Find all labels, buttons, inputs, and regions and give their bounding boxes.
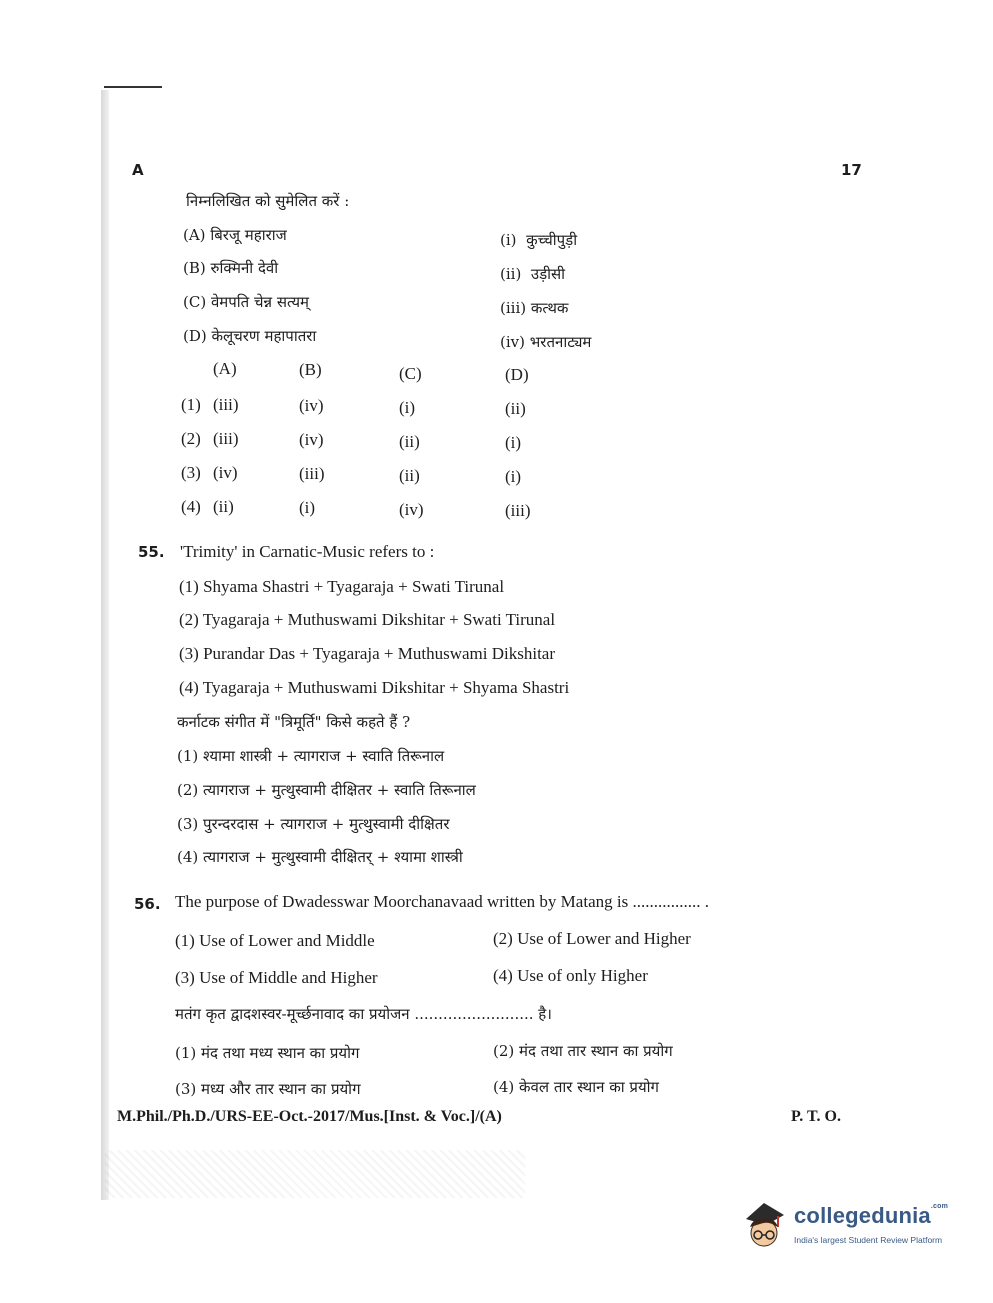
scan-edge xyxy=(101,90,109,1200)
q56-option-1: (1) Use of Lower and Middle xyxy=(175,931,375,950)
q55-question: 'Trimity' in Carnatic-Music refers to : xyxy=(180,542,435,561)
q54-right-item: (iv) भरतनाट्यम xyxy=(500,333,592,351)
table-header-b: (B) xyxy=(299,360,322,379)
q54-right-item: (iii) कत्थक xyxy=(500,299,569,317)
table-cell: (ii) xyxy=(505,399,526,418)
table-cell: (iii) xyxy=(505,501,531,520)
q56-option-hindi-1: (1) मंद तथा मध्य स्थान का प्रयोग xyxy=(175,1044,360,1062)
table-row-num: (3) xyxy=(181,463,201,482)
q55-option-hindi-2: (2) त्यागराज + मुत्थुस्वामी दीक्षितर + स्वाति तिरूनाल xyxy=(177,781,476,799)
q54-right-item: (ii) उड़ीसी xyxy=(500,265,566,283)
q55-option-1: (1) Shyama Shastri + Tyagaraja + Swati Tirunal xyxy=(179,577,505,596)
top-rule xyxy=(104,86,162,88)
logo-wordmark: collegedunia$^{.com}$ xyxy=(794,1203,949,1228)
q54-left-item: (A) बिरजू महाराज xyxy=(183,226,287,244)
q56-option-hindi-4: (4) केवल तार स्थान का प्रयोग xyxy=(493,1078,659,1096)
table-row-num: (4) xyxy=(181,497,201,516)
q55-number: 55. xyxy=(138,543,165,561)
q55-option-hindi-3: (3) पुरन्दरदास + त्यागराज + मुत्थुस्वामी दीक्षितर xyxy=(177,815,450,833)
q55-option-hindi-1: (1) श्यामा शास्त्री + त्यागराज + स्वाति तिरूनाल xyxy=(177,747,445,765)
q56-number: 56. xyxy=(134,895,161,913)
table-row-num: (2) xyxy=(181,429,201,448)
table-cell: (ii) xyxy=(399,432,420,451)
collegedunia-logo xyxy=(738,1197,960,1257)
table-header-c: (C) xyxy=(399,364,422,383)
table-cell: (i) xyxy=(399,398,416,417)
q54-left-item: (D) केलूचरण महापातरा xyxy=(183,327,317,345)
q55-option-2: (2) Tyagaraja + Muthuswami Dikshitar + Swati Tirunal xyxy=(179,610,556,629)
set-label: A xyxy=(132,161,144,179)
table-row-num: (1) xyxy=(181,395,201,414)
q54-left-item: (C) वेमपति चेन्न सत्यम् xyxy=(183,293,310,311)
table-cell: (i) xyxy=(299,498,316,517)
logo-tagline: India's largest Student Review Platform xyxy=(794,1235,943,1245)
table-cell: (iii) xyxy=(213,429,239,448)
table-cell: (ii) xyxy=(213,497,234,516)
q56-option-4: (4) Use of only Higher xyxy=(493,966,648,985)
q54-instruction: निम्नलिखित को सुमेलित करें : xyxy=(186,192,350,210)
q56-option-hindi-3: (3) मध्य और तार स्थान का प्रयोग xyxy=(175,1080,361,1098)
q56-option-hindi-2: (2) मंद तथा तार स्थान का प्रयोग xyxy=(493,1042,673,1060)
q55-option-3: (3) Purandar Das + Tyagaraja + Muthuswami Dikshitar xyxy=(179,644,556,663)
q55-option-hindi-4: (4) त्यागराज + मुत्थुस्वामी दीक्षितर् + श्यामा शास्त्री xyxy=(177,848,463,866)
table-header-d: (D) xyxy=(505,365,529,384)
q55-question-hindi: कर्नाटक संगीत में "त्रिमूर्ति" किसे कहते हैं ? xyxy=(177,713,411,731)
q54-right-item: (i) कुच्चीपुड़ी xyxy=(500,231,578,249)
q56-option-2: (2) Use of Lower and Higher xyxy=(493,929,691,948)
table-cell: (iv) xyxy=(299,430,324,449)
table-cell: (ii) xyxy=(399,466,420,485)
mascot-icon xyxy=(738,1197,792,1253)
table-header-a: (A) xyxy=(213,359,237,378)
table-cell: (iii) xyxy=(213,395,239,414)
table-cell: (iv) xyxy=(399,500,424,519)
scan-noise xyxy=(105,1150,525,1198)
q54-left-item: (B) रुक्मिनी देवी xyxy=(183,259,279,277)
page-number: 17 xyxy=(841,161,862,179)
footer-code: M.Phil./Ph.D./URS-EE-Oct.-2017/Mus.[Inst. & Voc.]/(A) xyxy=(117,1108,502,1125)
footer-pto: P. T. O. xyxy=(791,1108,841,1125)
q55-option-4: (4) Tyagaraja + Muthuswami Dikshitar + Shyama Shastri xyxy=(179,678,570,697)
q56-question: The purpose of Dwadesswar Moorchanavaad written by Matang is ................ . xyxy=(175,892,709,911)
table-cell: (iii) xyxy=(299,464,325,483)
table-cell: (i) xyxy=(505,467,522,486)
q56-question-hindi: मतंग कृत द्वादशस्वर-मूर्च्छनावाद का प्रयोजन ......................... है। xyxy=(175,1005,552,1023)
table-cell: (iv) xyxy=(213,463,238,482)
table-cell: (iv) xyxy=(299,396,324,415)
q56-option-3: (3) Use of Middle and Higher xyxy=(175,968,378,987)
table-cell: (i) xyxy=(505,433,522,452)
